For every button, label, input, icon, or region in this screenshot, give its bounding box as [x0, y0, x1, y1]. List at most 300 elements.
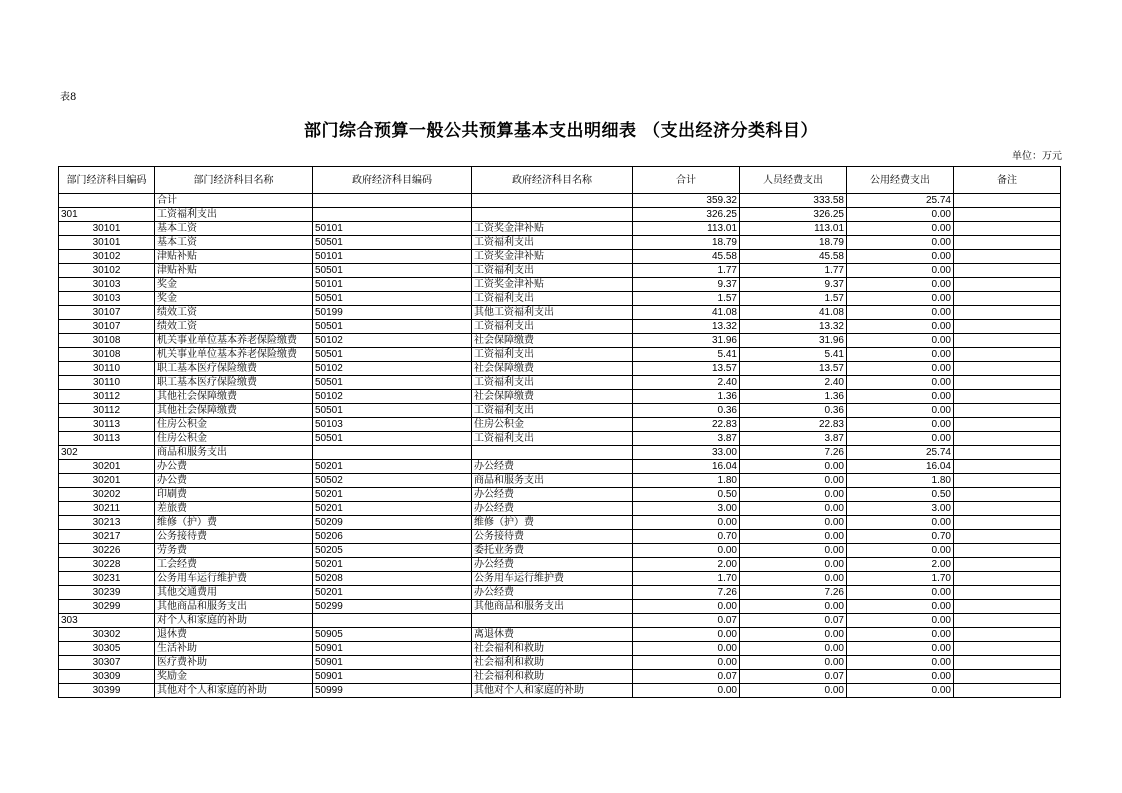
- public-cell: 2.00: [847, 558, 954, 572]
- note-cell: [954, 432, 1061, 446]
- public-cell: 0.00: [847, 292, 954, 306]
- dept-name-cell: 津贴补贴: [155, 264, 313, 278]
- dept-code-cell: 30399: [59, 684, 155, 698]
- dept-name-cell: 工资福利支出: [155, 208, 313, 222]
- gov-name-cell: 社会保障缴费: [472, 334, 633, 348]
- public-cell: 25.74: [847, 446, 954, 460]
- dept-code-cell: 30201: [59, 460, 155, 474]
- header-personnel: 人员经费支出: [740, 167, 847, 194]
- gov-code-cell: 50208: [313, 572, 472, 586]
- gov-name-cell: 工资福利支出: [472, 348, 633, 362]
- note-cell: [954, 656, 1061, 670]
- public-cell: 0.00: [847, 348, 954, 362]
- total-cell: 0.00: [633, 656, 740, 670]
- public-cell: 0.00: [847, 390, 954, 404]
- gov-code-cell: 50205: [313, 544, 472, 558]
- gov-code-cell: 50201: [313, 460, 472, 474]
- table-row: [59, 628, 1061, 642]
- gov-name-cell: 办公经费: [472, 488, 633, 502]
- dept-code-cell: 30110: [59, 376, 155, 390]
- dept-name-cell: 基本工资: [155, 222, 313, 236]
- total-cell: 45.58: [633, 250, 740, 264]
- gov-name-cell: 办公经费: [472, 460, 633, 474]
- gov-name-cell: 办公经费: [472, 586, 633, 600]
- gov-code-cell: 50501: [313, 264, 472, 278]
- table-row: [59, 306, 1061, 320]
- table-row: [59, 376, 1061, 390]
- gov-name-cell: 工资福利支出: [472, 236, 633, 250]
- total-cell: 1.77: [633, 264, 740, 278]
- gov-code-cell: [313, 446, 472, 460]
- dept-name-cell: 奖金: [155, 278, 313, 292]
- gov-code-cell: 50901: [313, 656, 472, 670]
- personnel-cell: 3.87: [740, 432, 847, 446]
- note-cell: [954, 502, 1061, 516]
- public-cell: 0.00: [847, 516, 954, 530]
- public-cell: 0.00: [847, 432, 954, 446]
- table-row: [59, 544, 1061, 558]
- note-cell: [954, 306, 1061, 320]
- dept-code-cell: 30107: [59, 320, 155, 334]
- gov-code-cell: 50102: [313, 362, 472, 376]
- table-row: [59, 572, 1061, 586]
- total-cell: 0.00: [633, 628, 740, 642]
- dept-code-cell: 30201: [59, 474, 155, 488]
- gov-name-cell: 住房公积金: [472, 418, 633, 432]
- gov-code-cell: 50501: [313, 404, 472, 418]
- public-cell: 0.00: [847, 670, 954, 684]
- gov-code-cell: 50501: [313, 292, 472, 306]
- gov-code-cell: 50502: [313, 474, 472, 488]
- total-cell: 22.83: [633, 418, 740, 432]
- personnel-cell: 1.57: [740, 292, 847, 306]
- gov-name-cell: 社会福利和救助: [472, 642, 633, 656]
- gov-name-cell: [472, 194, 633, 208]
- personnel-cell: 13.57: [740, 362, 847, 376]
- header-gov-code: 政府经济科目编码: [313, 167, 472, 194]
- dept-code-cell: 30226: [59, 544, 155, 558]
- gov-name-cell: 离退休费: [472, 628, 633, 642]
- gov-name-cell: 委托业务费: [472, 544, 633, 558]
- gov-code-cell: 50999: [313, 684, 472, 698]
- public-cell: 0.00: [847, 236, 954, 250]
- dept-name-cell: 机关事业单位基本养老保险缴费: [155, 334, 313, 348]
- dept-name-cell: 职工基本医疗保险缴费: [155, 376, 313, 390]
- public-cell: 0.00: [847, 208, 954, 222]
- gov-name-cell: 公务用车运行维护费: [472, 572, 633, 586]
- total-cell: 113.01: [633, 222, 740, 236]
- note-cell: [954, 404, 1061, 418]
- public-cell: 0.00: [847, 684, 954, 698]
- public-cell: 0.00: [847, 418, 954, 432]
- note-cell: [954, 390, 1061, 404]
- dept-code-cell: 30307: [59, 656, 155, 670]
- total-cell: 0.07: [633, 614, 740, 628]
- public-cell: 0.00: [847, 222, 954, 236]
- dept-code-cell: 30108: [59, 334, 155, 348]
- total-cell: 7.26: [633, 586, 740, 600]
- dept-code-cell: 30202: [59, 488, 155, 502]
- gov-name-cell: 维修（护）费: [472, 516, 633, 530]
- table-row: [59, 348, 1061, 362]
- note-cell: [954, 530, 1061, 544]
- dept-name-cell: 住房公积金: [155, 418, 313, 432]
- note-cell: [954, 614, 1061, 628]
- personnel-cell: 22.83: [740, 418, 847, 432]
- note-cell: [954, 362, 1061, 376]
- table-row: [59, 236, 1061, 250]
- gov-name-cell: 工资福利支出: [472, 292, 633, 306]
- total-cell: 41.08: [633, 306, 740, 320]
- total-cell: 9.37: [633, 278, 740, 292]
- gov-code-cell: 50201: [313, 586, 472, 600]
- personnel-cell: 0.00: [740, 530, 847, 544]
- total-cell: 0.50: [633, 488, 740, 502]
- personnel-cell: 45.58: [740, 250, 847, 264]
- gov-name-cell: 办公经费: [472, 558, 633, 572]
- dept-code-cell: 30103: [59, 292, 155, 306]
- personnel-cell: 31.96: [740, 334, 847, 348]
- gov-code-cell: 50501: [313, 320, 472, 334]
- gov-code-cell: 50501: [313, 376, 472, 390]
- note-cell: [954, 474, 1061, 488]
- gov-name-cell: 商品和服务支出: [472, 474, 633, 488]
- public-cell: 0.70: [847, 530, 954, 544]
- table-body: [59, 194, 1061, 698]
- public-cell: 16.04: [847, 460, 954, 474]
- personnel-cell: 5.41: [740, 348, 847, 362]
- public-cell: 25.74: [847, 194, 954, 208]
- note-cell: [954, 600, 1061, 614]
- dept-code-cell: 30213: [59, 516, 155, 530]
- gov-code-cell: 50201: [313, 488, 472, 502]
- personnel-cell: 2.40: [740, 376, 847, 390]
- dept-name-cell: 公务接待费: [155, 530, 313, 544]
- gov-code-cell: 50102: [313, 390, 472, 404]
- public-cell: 0.00: [847, 600, 954, 614]
- dept-code-cell: 303: [59, 614, 155, 628]
- total-cell: 1.80: [633, 474, 740, 488]
- dept-code-cell: 30102: [59, 264, 155, 278]
- table-row: [59, 502, 1061, 516]
- gov-name-cell: 工资奖金津补贴: [472, 250, 633, 264]
- public-cell: 0.00: [847, 264, 954, 278]
- dept-code-cell: 30102: [59, 250, 155, 264]
- note-cell: [954, 292, 1061, 306]
- personnel-cell: 0.07: [740, 670, 847, 684]
- dept-name-cell: 商品和服务支出: [155, 446, 313, 460]
- dept-code-cell: 302: [59, 446, 155, 460]
- note-cell: [954, 516, 1061, 530]
- gov-code-cell: 50905: [313, 628, 472, 642]
- dept-code-cell: 30211: [59, 502, 155, 516]
- total-cell: 1.57: [633, 292, 740, 306]
- gov-code-cell: 50103: [313, 418, 472, 432]
- dept-code-cell: 30309: [59, 670, 155, 684]
- public-cell: 0.00: [847, 656, 954, 670]
- dept-code-cell: 30112: [59, 390, 155, 404]
- gov-code-cell: 50201: [313, 558, 472, 572]
- table-row: [59, 320, 1061, 334]
- table-row: [59, 404, 1061, 418]
- public-cell: 0.00: [847, 614, 954, 628]
- total-cell: 33.00: [633, 446, 740, 460]
- note-cell: [954, 446, 1061, 460]
- gov-name-cell: 其他对个人和家庭的补助: [472, 684, 633, 698]
- total-cell: 16.04: [633, 460, 740, 474]
- note-cell: [954, 250, 1061, 264]
- dept-code-cell: 30113: [59, 432, 155, 446]
- dept-name-cell: 工会经费: [155, 558, 313, 572]
- note-cell: [954, 376, 1061, 390]
- note-cell: [954, 558, 1061, 572]
- dept-name-cell: 绩效工资: [155, 306, 313, 320]
- total-cell: 359.32: [633, 194, 740, 208]
- table-row: [59, 614, 1061, 628]
- gov-name-cell: 其他商品和服务支出: [472, 600, 633, 614]
- table-row: [59, 446, 1061, 460]
- total-cell: 0.36: [633, 404, 740, 418]
- page-title: 部门综合预算一般公共预算基本支出明细表 （支出经济分类科目）: [304, 121, 818, 141]
- dept-code-cell: 30239: [59, 586, 155, 600]
- total-cell: 0.00: [633, 642, 740, 656]
- dept-code-cell: 30108: [59, 348, 155, 362]
- gov-code-cell: 50501: [313, 348, 472, 362]
- gov-name-cell: 办公经费: [472, 502, 633, 516]
- dept-code-cell: 30217: [59, 530, 155, 544]
- table-row: [59, 488, 1061, 502]
- table-row: [59, 600, 1061, 614]
- gov-code-cell: 50101: [313, 278, 472, 292]
- table-row: [59, 292, 1061, 306]
- note-cell: [954, 194, 1061, 208]
- header-note: 备注: [954, 167, 1061, 194]
- note-cell: [954, 544, 1061, 558]
- public-cell: 0.00: [847, 642, 954, 656]
- personnel-cell: 0.00: [740, 572, 847, 586]
- personnel-cell: 7.26: [740, 586, 847, 600]
- gov-code-cell: 50901: [313, 670, 472, 684]
- dept-code-cell: [59, 194, 155, 208]
- personnel-cell: 18.79: [740, 236, 847, 250]
- table-row: [59, 656, 1061, 670]
- total-cell: 2.00: [633, 558, 740, 572]
- dept-code-cell: 30228: [59, 558, 155, 572]
- note-cell: [954, 488, 1061, 502]
- personnel-cell: 1.77: [740, 264, 847, 278]
- header-dept-name: 部门经济科目名称: [155, 167, 313, 194]
- personnel-cell: 113.01: [740, 222, 847, 236]
- total-cell: 3.00: [633, 502, 740, 516]
- dept-code-cell: 30302: [59, 628, 155, 642]
- gov-code-cell: 50209: [313, 516, 472, 530]
- table-row: [59, 264, 1061, 278]
- header-dept-code: 部门经济科目编码: [59, 167, 155, 194]
- public-cell: 0.00: [847, 278, 954, 292]
- gov-name-cell: 工资奖金津补贴: [472, 278, 633, 292]
- public-cell: 3.00: [847, 502, 954, 516]
- personnel-cell: 0.00: [740, 684, 847, 698]
- note-cell: [954, 208, 1061, 222]
- table-row: [59, 474, 1061, 488]
- note-cell: [954, 334, 1061, 348]
- dept-name-cell: 其他商品和服务支出: [155, 600, 313, 614]
- gov-name-cell: 工资福利支出: [472, 404, 633, 418]
- total-cell: 5.41: [633, 348, 740, 362]
- public-cell: 0.00: [847, 376, 954, 390]
- dept-code-cell: 30103: [59, 278, 155, 292]
- public-cell: 0.00: [847, 250, 954, 264]
- table-row: [59, 684, 1061, 698]
- dept-name-cell: 公务用车运行维护费: [155, 572, 313, 586]
- note-cell: [954, 320, 1061, 334]
- expenditure-table: [58, 166, 1061, 698]
- gov-name-cell: 社会福利和救助: [472, 656, 633, 670]
- table-row: [59, 516, 1061, 530]
- gov-code-cell: 50901: [313, 642, 472, 656]
- note-cell: [954, 278, 1061, 292]
- note-cell: [954, 684, 1061, 698]
- public-cell: 1.80: [847, 474, 954, 488]
- header-gov-name: 政府经济科目名称: [472, 167, 633, 194]
- dept-name-cell: 基本工资: [155, 236, 313, 250]
- note-cell: [954, 236, 1061, 250]
- dept-name-cell: 津贴补贴: [155, 250, 313, 264]
- dept-name-cell: 医疗费补助: [155, 656, 313, 670]
- note-cell: [954, 460, 1061, 474]
- gov-code-cell: 50501: [313, 236, 472, 250]
- dept-name-cell: 办公费: [155, 460, 313, 474]
- personnel-cell: 0.00: [740, 600, 847, 614]
- total-cell: 0.00: [633, 544, 740, 558]
- table-row: [59, 418, 1061, 432]
- table-row: [59, 530, 1061, 544]
- gov-name-cell: 其他工资福利支出: [472, 306, 633, 320]
- personnel-cell: 9.37: [740, 278, 847, 292]
- dept-name-cell: 机关事业单位基本养老保险缴费: [155, 348, 313, 362]
- header-row: [59, 167, 1061, 194]
- gov-name-cell: [472, 208, 633, 222]
- total-cell: 0.00: [633, 684, 740, 698]
- public-cell: 0.00: [847, 404, 954, 418]
- gov-name-cell: 工资福利支出: [472, 432, 633, 446]
- personnel-cell: 0.00: [740, 656, 847, 670]
- personnel-cell: 0.00: [740, 474, 847, 488]
- gov-name-cell: [472, 446, 633, 460]
- table-row: [59, 670, 1061, 684]
- gov-code-cell: [313, 614, 472, 628]
- note-cell: [954, 348, 1061, 362]
- personnel-cell: 0.00: [740, 628, 847, 642]
- header-public: 公用经费支出: [847, 167, 954, 194]
- personnel-cell: 7.26: [740, 446, 847, 460]
- personnel-cell: 0.00: [740, 488, 847, 502]
- dept-name-cell: 其他社会保障缴费: [155, 390, 313, 404]
- public-cell: 0.50: [847, 488, 954, 502]
- gov-code-cell: 50501: [313, 432, 472, 446]
- total-cell: 0.00: [633, 516, 740, 530]
- total-cell: 326.25: [633, 208, 740, 222]
- gov-code-cell: 50199: [313, 306, 472, 320]
- dept-code-cell: 30110: [59, 362, 155, 376]
- gov-name-cell: [472, 614, 633, 628]
- public-cell: 0.00: [847, 544, 954, 558]
- table-row: [59, 558, 1061, 572]
- gov-code-cell: [313, 208, 472, 222]
- public-cell: 0.00: [847, 334, 954, 348]
- gov-name-cell: 公务接待费: [472, 530, 633, 544]
- personnel-cell: 0.00: [740, 516, 847, 530]
- personnel-cell: 0.07: [740, 614, 847, 628]
- public-cell: 0.00: [847, 306, 954, 320]
- public-cell: 1.70: [847, 572, 954, 586]
- personnel-cell: 1.36: [740, 390, 847, 404]
- dept-name-cell: 合计: [155, 194, 313, 208]
- dept-name-cell: 劳务费: [155, 544, 313, 558]
- dept-code-cell: 30107: [59, 306, 155, 320]
- personnel-cell: 0.00: [740, 642, 847, 656]
- note-cell: [954, 264, 1061, 278]
- note-cell: [954, 572, 1061, 586]
- dept-code-cell: 30112: [59, 404, 155, 418]
- personnel-cell: 326.25: [740, 208, 847, 222]
- dept-name-cell: 绩效工资: [155, 320, 313, 334]
- table-row: [59, 194, 1061, 208]
- note-cell: [954, 586, 1061, 600]
- personnel-cell: 0.00: [740, 544, 847, 558]
- gov-name-cell: 社会保障缴费: [472, 390, 633, 404]
- dept-name-cell: 维修（护）费: [155, 516, 313, 530]
- public-cell: 0.00: [847, 586, 954, 600]
- total-cell: 13.32: [633, 320, 740, 334]
- total-cell: 13.57: [633, 362, 740, 376]
- total-cell: 3.87: [633, 432, 740, 446]
- table-row: [59, 460, 1061, 474]
- personnel-cell: 0.00: [740, 502, 847, 516]
- table-row: [59, 642, 1061, 656]
- dept-name-cell: 退休费: [155, 628, 313, 642]
- dept-name-cell: 职工基本医疗保险缴费: [155, 362, 313, 376]
- gov-name-cell: 工资福利支出: [472, 376, 633, 390]
- gov-name-cell: 工资福利支出: [472, 264, 633, 278]
- dept-code-cell: 30299: [59, 600, 155, 614]
- total-cell: 1.70: [633, 572, 740, 586]
- dept-code-cell: 30113: [59, 418, 155, 432]
- public-cell: 0.00: [847, 362, 954, 376]
- table-row: [59, 208, 1061, 222]
- dept-name-cell: 其他对个人和家庭的补助: [155, 684, 313, 698]
- personnel-cell: 0.36: [740, 404, 847, 418]
- gov-code-cell: 50206: [313, 530, 472, 544]
- gov-code-cell: [313, 194, 472, 208]
- dept-name-cell: 其他社会保障缴费: [155, 404, 313, 418]
- table-row: [59, 334, 1061, 348]
- dept-name-cell: 奖金: [155, 292, 313, 306]
- dept-code-cell: 30101: [59, 236, 155, 250]
- dept-name-cell: 奖励金: [155, 670, 313, 684]
- table-row: [59, 250, 1061, 264]
- table-number: 表8: [60, 92, 77, 103]
- total-cell: 2.40: [633, 376, 740, 390]
- personnel-cell: 13.32: [740, 320, 847, 334]
- unit-label: 单位：万元: [1012, 151, 1062, 162]
- header-total: 合计: [633, 167, 740, 194]
- dept-code-cell: 30231: [59, 572, 155, 586]
- dept-name-cell: 差旅费: [155, 502, 313, 516]
- dept-name-cell: 印刷费: [155, 488, 313, 502]
- table-row: [59, 586, 1061, 600]
- gov-code-cell: 50201: [313, 502, 472, 516]
